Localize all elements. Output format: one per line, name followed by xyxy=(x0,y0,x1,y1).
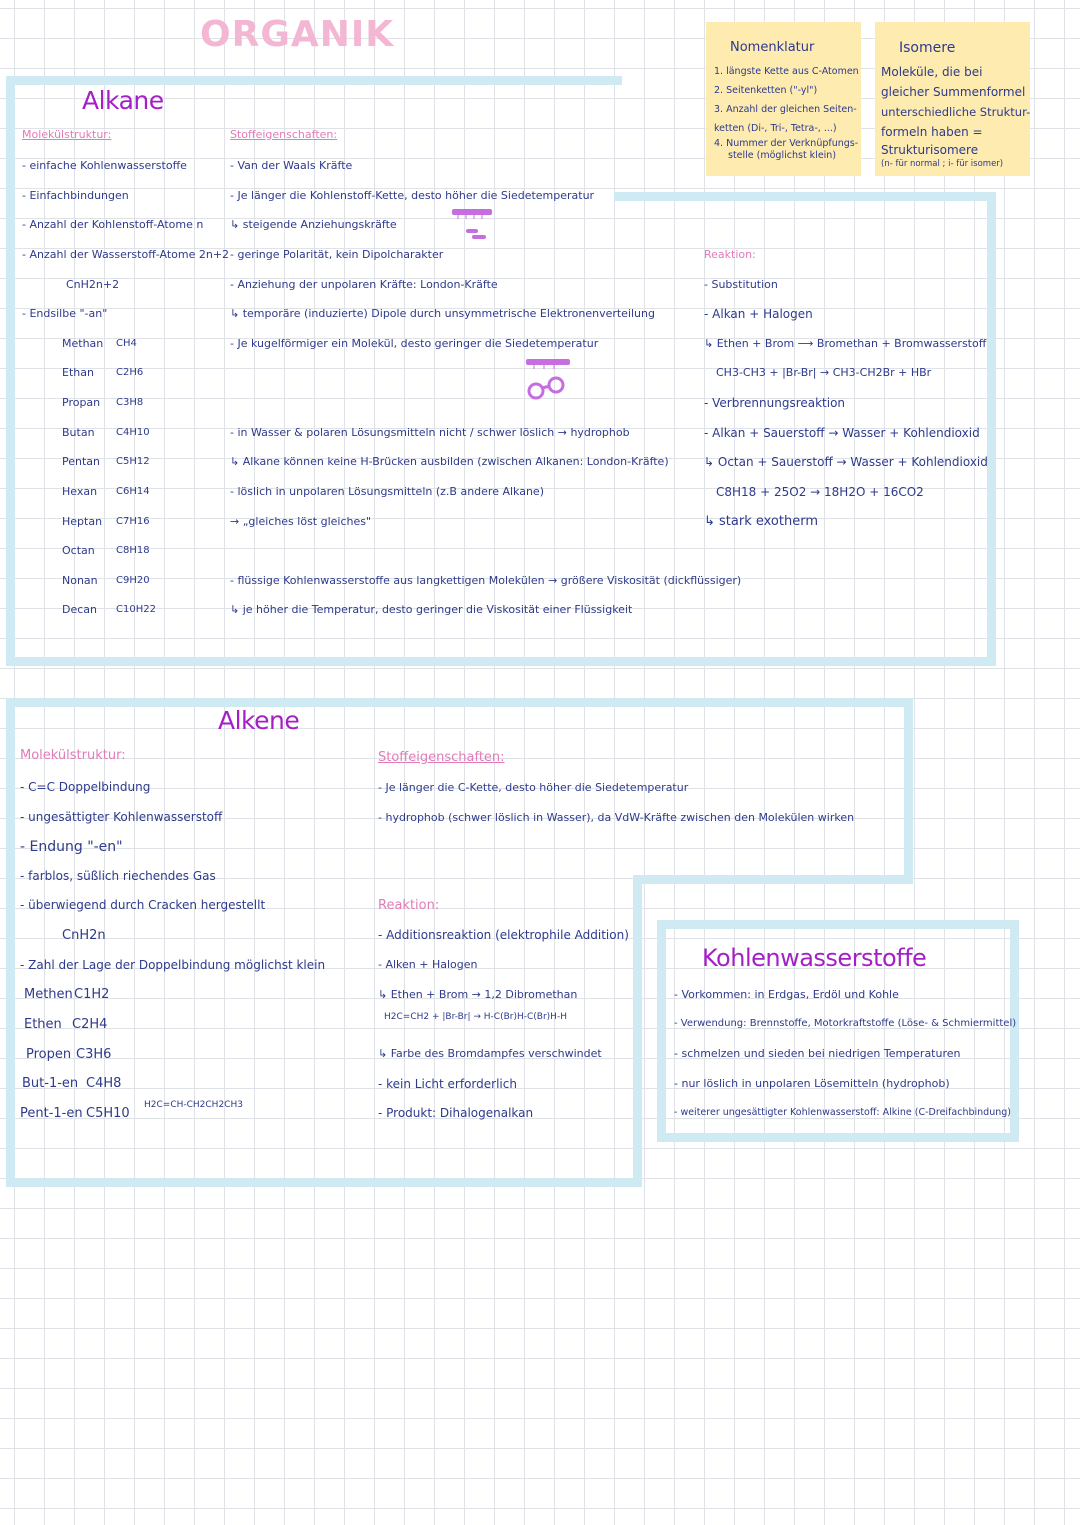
nomenclature-heading: Nomenklatur xyxy=(730,40,815,55)
kohlenwasserstoffe-title: Kohlenwasserstoffe xyxy=(702,944,927,972)
alkene-reaction-line: - Alken + Halogen xyxy=(378,958,478,971)
isomers-line: unterschiedliche Struktur- xyxy=(881,105,1031,119)
alkane-properties-heading: Stoffeigenschaften: xyxy=(230,128,338,141)
alkane-structure-line: - Anzahl der Kohlenstoff-Atome n xyxy=(22,218,204,231)
kohlenwasserstoffe-line: - Verwendung: Brennstoffe, Motorkraftstoffe (Löse- & Schmiermittel) xyxy=(674,1018,1017,1029)
alkane-property-line: - geringe Polarität, kein Dipolcharakter xyxy=(230,248,444,261)
nomenclature-line: 3. Anzahl der gleichen Seiten- xyxy=(714,104,857,115)
alkene-reaction-line: ↳ Ethen + Brom → 1,2 Dibromethan xyxy=(378,988,578,1001)
alkane-reaction-equation: CH3-CH3 + |Br-Br| → CH3-CH2Br + HBr xyxy=(716,366,932,379)
alkane-formula: C10H22 xyxy=(116,604,156,615)
alkene-structure-heading: Molekülstruktur: xyxy=(20,748,126,763)
alkane-reaction-line: ↳ stark exotherm xyxy=(704,514,818,529)
isomers-footnote: (n- für normal ; i- für isomer) xyxy=(881,159,1004,169)
molecule-ball-sketch xyxy=(522,355,582,410)
nomenclature-line: 1. längste Kette aus C-Atomen xyxy=(714,66,859,77)
alkene-reaction-line: ↳ Farbe des Bromdampfes verschwindet xyxy=(378,1047,602,1060)
kohlenwasserstoffe-line: - schmelzen und sieden bei niedrigen Temperaturen xyxy=(674,1047,961,1060)
page-title: ORGANIK xyxy=(200,14,395,55)
pentene-structure-sketch: H2C=CH-CH2CH2CH3 xyxy=(144,1100,243,1110)
alkane-formula: C6H14 xyxy=(116,486,150,497)
alkane-reaction-line: ↳ Octan + Sauerstoff → Wasser + Kohlendioxid xyxy=(704,455,988,469)
alkene-general-formula: CnH2n xyxy=(62,928,106,943)
alkane-property-line: ↳ Alkane können keine H-Brücken ausbilden (zwischen Alkanen: London-Kräfte) xyxy=(230,455,669,468)
alkane-property-line: - Anziehung der unpolaren Kräfte: London-Kräfte xyxy=(230,278,498,291)
alkane-structure-heading: Molekülstruktur: xyxy=(22,128,112,141)
kohlenwasserstoffe-line: - weiterer ungesättigter Kohlenwasserstoff: Alkine (C-Dreifachbindung) xyxy=(674,1107,1011,1118)
alkane-name: Nonan xyxy=(62,574,98,587)
alkene-property-line: - hydrophob (schwer löslich in Wasser), da VdW-Kräfte zwischen den Molekülen wirken xyxy=(378,811,855,824)
alkene-structure-line: - C=C Doppelbindung xyxy=(20,780,151,794)
isomers-note xyxy=(875,22,1030,176)
isomers-heading: Isomere xyxy=(899,40,956,56)
alkene-title: Alkene xyxy=(218,706,300,735)
alkane-formula: C8H18 xyxy=(116,545,150,556)
alkane-name: Butan xyxy=(62,426,95,439)
alkene-reaction-equation: H2C=CH2 + |Br-Br| → H-C(Br)H-C(Br)H-H xyxy=(384,1012,567,1022)
alkane-formula: C7H16 xyxy=(116,516,150,527)
alkane-formula: C4H10 xyxy=(116,427,150,438)
alkane-structure-line: - einfache Kohlenwasserstoffe xyxy=(22,159,187,172)
alkene-formula: C1H2 xyxy=(74,987,110,1002)
alkene-structure-line: - Endung "-en" xyxy=(20,839,123,855)
alkane-frame-joint xyxy=(614,192,623,201)
alkane-property-line: → „gleiches löst gleiches" xyxy=(230,515,372,528)
alkane-title: Alkane xyxy=(82,86,164,115)
alkene-property-line: - Je länger die C-Kette, desto höher die Siedetemperatur xyxy=(378,781,689,794)
alkene-formula: C2H4 xyxy=(72,1017,108,1032)
alkane-structure-line: - Einfachbindungen xyxy=(22,189,129,202)
kohlenwasserstoffe-line: - Vorkommen: in Erdgas, Erdöl und Kohle xyxy=(674,988,899,1001)
alkane-name: Ethan xyxy=(62,366,94,379)
isomers-line: formeln haben = xyxy=(881,125,983,139)
alkane-formula: C5H12 xyxy=(116,456,150,467)
molecule-chain-sketch xyxy=(450,205,500,245)
alkane-property-line: - löslich in unpolaren Lösungsmitteln (z.B andere Alkane) xyxy=(230,485,544,498)
alkane-structure-line: - Endsilbe "-an" xyxy=(22,307,108,320)
isomers-line: gleicher Summenformel xyxy=(881,85,1026,99)
alkane-name: Methan xyxy=(62,337,104,350)
alkane-name: Heptan xyxy=(62,515,103,528)
alkane-reaction-line: - Verbrennungsreaktion xyxy=(704,396,846,410)
alkane-general-formula: CnH2n+2 xyxy=(66,278,120,291)
alkene-name: Ethen xyxy=(24,1017,62,1032)
alkene-name: Methen xyxy=(24,987,73,1002)
kohlenwasserstoffe-line: - nur löslich in unpolaren Lösemitteln (hydrophob) xyxy=(674,1077,950,1090)
alkane-name: Propan xyxy=(62,396,101,409)
alkane-property-line: ↳ je höher die Temperatur, desto geringer die Viskosität einer Flüssigkeit xyxy=(230,603,633,616)
alkane-name: Octan xyxy=(62,544,95,557)
alkene-formula: C3H6 xyxy=(76,1047,112,1062)
alkane-name: Decan xyxy=(62,603,97,616)
nomenclature-line: ketten (Di-, Tri-, Tetra-, ...) xyxy=(714,123,837,134)
alkene-structure-line: - farblos, süßlich riechendes Gas xyxy=(20,869,216,883)
alkene-reaction-line: - Produkt: Dihalogenalkan xyxy=(378,1106,534,1120)
isomers-line: Strukturisomere xyxy=(881,143,979,157)
alkene-properties-heading: Stoffeigenschaften: xyxy=(378,750,505,765)
alkane-property-line: ↳ steigende Anziehungskräfte xyxy=(230,218,397,231)
alkane-structure-line: - Anzahl der Wasserstoff-Atome 2n+2 xyxy=(22,248,230,261)
alkane-property-line: - Je länger die Kohlenstoff-Kette, desto höher die Siedetemperatur xyxy=(230,189,595,202)
alkane-reaction-line: - Alkan + Halogen xyxy=(704,307,813,321)
nomenclature-line: 2. Seitenketten ("-yl") xyxy=(714,85,818,96)
alkene-name: Pent-1-en xyxy=(20,1106,83,1121)
alkane-property-line: ↳ temporäre (induzierte) Dipole durch unsymmetrische Elektronenverteilung xyxy=(230,307,655,320)
alkene-structure-line: - ungesättigter Kohlenwasserstoff xyxy=(20,810,223,824)
alkane-property-line: - in Wasser & polaren Lösungsmitteln nicht / schwer löslich → hydrophob xyxy=(230,426,630,439)
alkane-reaction-line: - Substitution xyxy=(704,278,778,291)
alkene-formula: C5H10 xyxy=(86,1106,130,1121)
isomers-line: Moleküle, die bei xyxy=(881,65,983,79)
alkane-reaction-heading: Reaktion: xyxy=(704,248,756,261)
alkene-formula: C4H8 xyxy=(86,1076,122,1091)
alkane-reaction-line: - Alkan + Sauerstoff → Wasser + Kohlendioxid xyxy=(704,426,980,440)
nomenclature-note xyxy=(706,22,861,176)
alkene-name: But-1-en xyxy=(22,1076,79,1091)
alkene-frame-step xyxy=(633,875,913,884)
alkane-reaction-line: ↳ Ethen + Brom ⟶ Bromethan + Bromwasserstoff xyxy=(704,337,987,350)
nomenclature-line: 4. Nummer der Verknüpfungs- xyxy=(714,138,859,149)
nomenclature-line: stelle (möglichst klein) xyxy=(728,150,837,161)
alkane-formula: C3H8 xyxy=(116,397,144,408)
alkene-name: Propen xyxy=(26,1047,72,1062)
alkene-reaction-line: - kein Licht erforderlich xyxy=(378,1077,517,1091)
alkene-reaction-heading: Reaktion: xyxy=(378,898,440,913)
alkene-structure-line: - überwiegend durch Cracken hergestellt xyxy=(20,898,266,912)
alkane-name: Pentan xyxy=(62,455,101,468)
alkane-name: Hexan xyxy=(62,485,98,498)
alkane-property-line: - Van der Waals Kräfte xyxy=(230,159,353,172)
alkene-reaction-line: - Additionsreaktion (elektrophile Addition) xyxy=(378,928,629,942)
alkane-formula: C2H6 xyxy=(116,367,144,378)
alkane-formula: C9H20 xyxy=(116,575,150,586)
alkane-property-line: - flüssige Kohlenwasserstoffe aus langkettigen Molekülen → größere Viskosität (dickflüssiger) xyxy=(230,574,742,587)
alkane-formula: CH4 xyxy=(116,338,137,349)
alkane-property-line: - Je kugelförmiger ein Molekül, desto geringer die Siedetemperatur xyxy=(230,337,599,350)
alkane-reaction-equation: C8H18 + 25O2 → 18H2O + 16CO2 xyxy=(716,485,924,499)
alkene-structure-line: - Zahl der Lage der Doppelbindung möglichst klein xyxy=(20,958,326,972)
